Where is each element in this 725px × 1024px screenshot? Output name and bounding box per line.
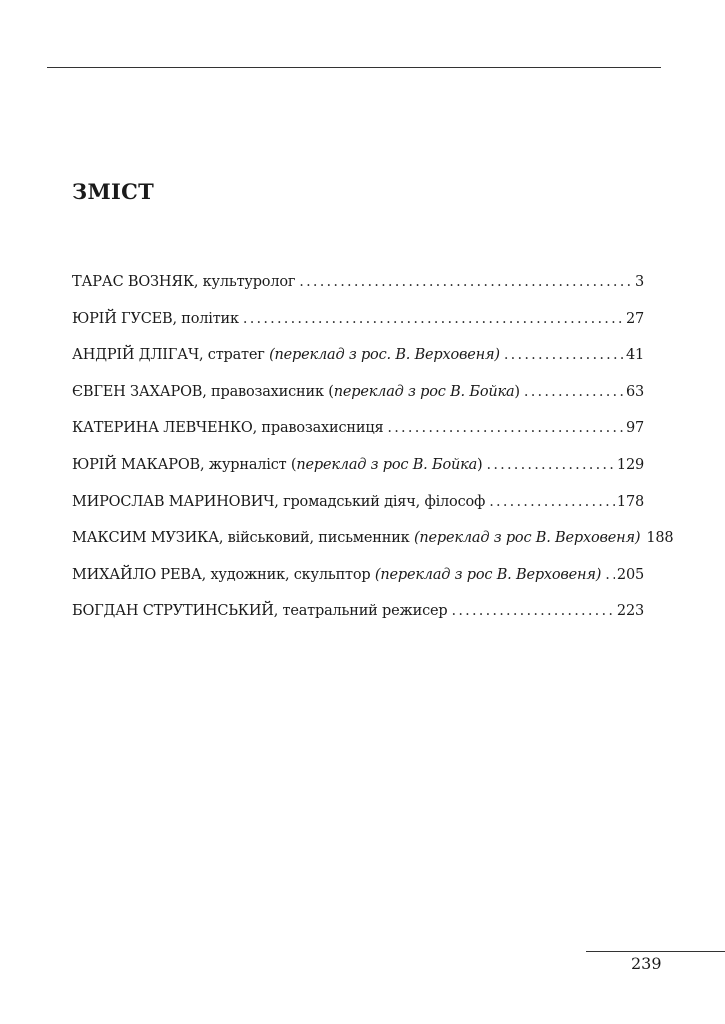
- toc-author: МИРОСЛАВ МАРИНОВИЧ: [72, 493, 275, 510]
- toc-author: АНДРІЙ ДЛІГАЧ: [72, 347, 199, 364]
- toc-entry[interactable]: [72, 567, 644, 604]
- toc-role: , правозахисник: [202, 383, 329, 400]
- toc-translation-note: переклад з рос В. Бойка: [333, 383, 515, 400]
- toc-page-number: 27: [625, 310, 644, 327]
- toc-page-number: 3: [634, 274, 644, 290]
- toc-entry[interactable]: [72, 530, 674, 567]
- toc-note-open-paren: (: [328, 383, 334, 400]
- toc-page-number: 188: [646, 530, 674, 547]
- toc-entry[interactable]: [72, 603, 644, 640]
- toc-author: БОГДАН СТРУТИНСЬКИЙ: [72, 603, 274, 620]
- toc-leader-dots: [487, 457, 615, 473]
- toc-role: , театральний режисер: [273, 603, 448, 620]
- toc-entry-text: [72, 274, 295, 290]
- toc-role: , художник, скульптор: [201, 566, 375, 583]
- toc-entry-text: [72, 530, 640, 546]
- toc-translation-note: (переклад з рос. В. Верховеня): [269, 347, 500, 364]
- toc-translation-note: (переклад з рос В. Верховеня): [374, 566, 602, 583]
- toc-page-number: 129: [616, 456, 644, 473]
- toc-page-number: 41: [625, 347, 644, 364]
- toc-leader-dots: [504, 347, 624, 363]
- toc-leader-dots: [452, 603, 615, 619]
- toc-author: МИХАЙЛО РЕВА: [72, 566, 202, 583]
- toc-leader-dots: [299, 274, 633, 290]
- toc-leader-dots: [489, 494, 615, 510]
- toc-note-open-paren: (: [290, 456, 297, 473]
- toc-entry[interactable]: [72, 457, 644, 494]
- toc-role: , стратег: [198, 347, 270, 364]
- toc-leader-dots: [243, 311, 624, 327]
- toc-role: , журналіст: [199, 456, 291, 473]
- toc-note-close-paren: ): [514, 383, 520, 400]
- toc-role: , правозахисниця: [252, 420, 384, 437]
- header-rule: [47, 67, 661, 68]
- toc-entry[interactable]: [72, 311, 644, 348]
- toc-author: ЄВГЕН ЗАХАРОВ: [72, 383, 203, 400]
- toc-entry-text: [72, 494, 485, 510]
- toc-leader-dots: [605, 567, 615, 583]
- toc-entry-text: [72, 567, 601, 583]
- toc-page-number: 63: [625, 383, 644, 400]
- toc-author: МАКСИМ МУЗИКА: [72, 530, 219, 547]
- toc-page-number: 205: [616, 566, 644, 583]
- toc-entry-text: [72, 311, 239, 327]
- toc-author: ТАРАС ВОЗНЯК: [72, 274, 194, 290]
- toc-entry-text: [72, 347, 500, 363]
- toc-entry-text: [72, 420, 383, 436]
- toc-leader-dots: [524, 384, 624, 400]
- toc-entry-text: [72, 457, 483, 473]
- toc-role: , військовий, письменник: [218, 530, 414, 547]
- toc-page-number: 223: [616, 603, 644, 620]
- page-title: ЗМІСТ: [72, 179, 155, 204]
- page-number: 239: [631, 954, 662, 973]
- toc-entry[interactable]: [72, 347, 644, 384]
- toc-entry-text: [72, 603, 448, 619]
- toc-translation-note: переклад з рос В. Бойка: [296, 456, 478, 473]
- toc-entry-text: [72, 384, 520, 400]
- toc-page-number: 178: [616, 493, 644, 510]
- toc-entry[interactable]: [72, 494, 644, 531]
- toc-role: , політик: [172, 310, 239, 327]
- table-of-contents: [72, 274, 674, 640]
- toc-author: ЮРІЙ МАКАРОВ: [72, 456, 200, 473]
- toc-entry[interactable]: [72, 274, 644, 311]
- toc-entry[interactable]: [72, 420, 644, 457]
- toc-entry[interactable]: [72, 384, 644, 421]
- toc-author: КАТЕРИНА ЛЕВЧЕНКО: [72, 420, 253, 437]
- toc-author: ЮРІЙ ГУСЕВ: [72, 310, 173, 327]
- toc-page-number: 97: [625, 420, 644, 437]
- toc-note-close-paren: ): [477, 456, 483, 473]
- toc-leader-dots: [387, 420, 624, 436]
- footer-rule: [586, 951, 725, 952]
- toc-role: , громадський діяч, філософ: [274, 493, 486, 510]
- toc-translation-note: (переклад з рос В. Верховеня): [413, 530, 641, 547]
- toc-role: , культуролог: [193, 274, 296, 290]
